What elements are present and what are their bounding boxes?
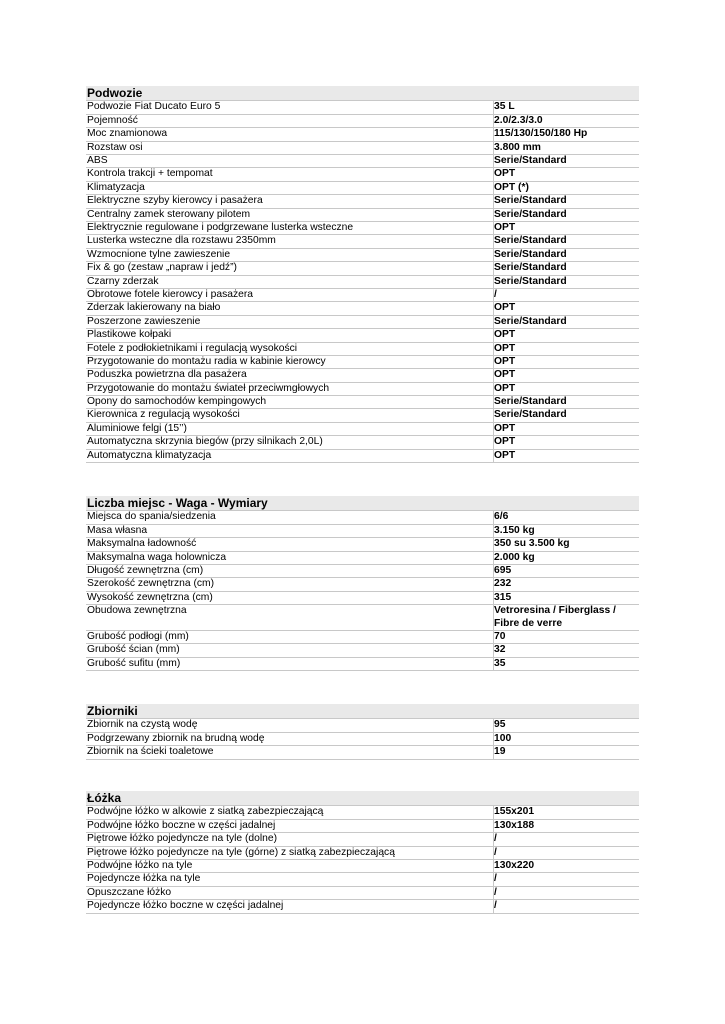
spec-label: Maksymalna ładowność [86, 538, 494, 551]
spec-label: Szerokość zewnętrzna (cm) [86, 578, 494, 591]
spec-label: Rozstaw osi [86, 141, 494, 154]
section-beds [86, 791, 639, 914]
table-row [86, 449, 639, 462]
table-row [86, 315, 639, 328]
spec-label: Pojedyncze łóżko boczne w części jadalnej [86, 900, 494, 913]
table-row [86, 155, 639, 168]
spec-value: / [494, 886, 497, 898]
table-row [86, 235, 639, 248]
spec-value: 6/6 [494, 511, 509, 522]
table-row [86, 382, 639, 395]
spec-label: Podwójne łóżko na tyle [86, 860, 494, 873]
spec-value: Serie/Standard [494, 208, 567, 220]
table-row [86, 524, 639, 537]
spec-label: Grubość podłogi (mm) [86, 630, 494, 643]
spec-value: OPT [494, 222, 516, 234]
table-row [86, 511, 639, 524]
spec-value: / [494, 846, 497, 858]
spec-value: 35 [494, 657, 506, 669]
spec-label: Przygotowanie do montażu radia w kabinie kierowcy [86, 355, 494, 368]
spec-table [86, 806, 639, 914]
table-row [86, 591, 639, 604]
table-row [86, 369, 639, 382]
spec-table [86, 101, 639, 463]
spec-label: Miejsca do spania/siedzenia [86, 511, 494, 524]
spec-value: 3.800 mm [494, 141, 541, 153]
table-row [86, 329, 639, 342]
table-row [86, 409, 639, 422]
table-row [86, 732, 639, 745]
spec-value: 2.000 kg [494, 551, 535, 563]
spec-value: 130x188 [494, 819, 535, 831]
spec-label: Automatyczna klimatyzacja [86, 449, 494, 462]
spec-value: / [494, 833, 497, 845]
table-row [86, 222, 639, 235]
spec-label: Wzmocnione tylne zawieszenie [86, 248, 494, 261]
table-row [86, 719, 639, 732]
section-tanks [86, 704, 639, 760]
spec-value: OPT [494, 329, 516, 341]
spec-value: 232 [494, 578, 512, 590]
spec-label: Opuszczane łóżko [86, 886, 494, 899]
table-row [86, 846, 639, 859]
spec-value: OPT [494, 302, 516, 314]
section-seats-weight-dimensions [86, 496, 639, 671]
spec-value: Serie/Standard [494, 155, 567, 167]
table-row [86, 886, 639, 899]
spec-label: Zbiornik na ścieki toaletowe [86, 746, 494, 759]
table-row [86, 578, 639, 591]
table-row [86, 657, 639, 670]
spec-table [86, 511, 639, 671]
table-row [86, 833, 639, 846]
section-title: Podwozie [86, 86, 639, 101]
spec-value: Serie/Standard [494, 315, 567, 327]
spec-label: Klimatyzacja [86, 181, 494, 194]
spec-label: Centralny zamek sterowany pilotem [86, 208, 494, 221]
table-row [86, 644, 639, 657]
table-row [86, 630, 639, 643]
table-row [86, 195, 639, 208]
table-row [86, 302, 639, 315]
spec-value: Serie/Standard [494, 235, 567, 247]
spec-value: 70 [494, 630, 506, 642]
spec-label: Piętrowe łóżko pojedyncze na tyle (dolne) [86, 833, 494, 846]
spec-value: 350 su 3.500 kg [494, 538, 570, 550]
table-row [86, 860, 639, 873]
spec-label: Fotele z podłokietnikami i regulacją wysokości [86, 342, 494, 355]
table-row [86, 168, 639, 181]
spec-label: Obrotowe fotele kierowcy i pasażera [86, 288, 494, 301]
table-row [86, 873, 639, 886]
spec-label: Grubość ścian (mm) [86, 644, 494, 657]
spec-value: Serie/Standard [494, 396, 567, 408]
spec-label: Obudowa zewnętrzna [86, 605, 494, 631]
spec-label: Kierownica z regulacją wysokości [86, 409, 494, 422]
spec-value: / [494, 288, 497, 300]
spec-value: OPT [494, 422, 516, 434]
spec-label: Podwójne łóżko w alkowie z siatką zabezpieczającą [86, 806, 494, 819]
spec-value: OPT [494, 342, 516, 354]
spec-label: Opony do samochodów kempingowych [86, 396, 494, 409]
spec-value: / [494, 900, 497, 912]
spec-label: Podgrzewany zbiornik na brudną wodę [86, 732, 494, 745]
spec-value: 32 [494, 644, 506, 656]
spec-label: Pojedyncze łóżka na tyle [86, 873, 494, 886]
table-row [86, 422, 639, 435]
spec-label: Długość zewnętrzna (cm) [86, 565, 494, 578]
spec-label: Zbiornik na czystą wodę [86, 719, 494, 732]
spec-label: Poszerzone zawieszenie [86, 315, 494, 328]
table-row [86, 275, 639, 288]
table-row [86, 605, 639, 631]
table-row [86, 396, 639, 409]
spec-value: 155x201 [494, 806, 535, 817]
spec-value: 95 [494, 719, 506, 730]
section-title: Zbiorniki [86, 704, 639, 719]
spec-value: Serie/Standard [494, 195, 567, 207]
spec-label: Wysokość zewnętrzna (cm) [86, 591, 494, 604]
table-row [86, 208, 639, 221]
table-row [86, 114, 639, 127]
spec-value: / [494, 873, 497, 885]
spec-value: 3.150 kg [494, 524, 535, 536]
spec-label: Maksymalna waga holownicza [86, 551, 494, 564]
spec-value: 130x220 [494, 860, 535, 872]
spec-value: Serie/Standard [494, 248, 567, 260]
table-row [86, 551, 639, 564]
spec-value: OPT [494, 449, 516, 461]
spec-value: 35 L [494, 101, 515, 112]
spec-value: OPT [494, 382, 516, 394]
spec-label: Poduszka powietrzna dla pasażera [86, 369, 494, 382]
spec-value: Serie/Standard [494, 409, 567, 421]
table-row [86, 181, 639, 194]
spec-label: Moc znamionowa [86, 128, 494, 141]
spec-value: Vetroresina / Fiberglass / Fibre de verre [494, 605, 616, 629]
spec-value: Serie/Standard [494, 262, 567, 274]
table-row [86, 101, 639, 114]
spec-label: Przygotowanie do montażu świateł przeciwmgłowych [86, 382, 494, 395]
spec-value: 695 [494, 565, 512, 577]
table-row [86, 436, 639, 449]
spec-value: 100 [494, 732, 512, 744]
table-row [86, 538, 639, 551]
spec-value: 19 [494, 746, 506, 758]
spec-value: 315 [494, 591, 512, 603]
spec-value: OPT [494, 436, 516, 448]
spec-value: OPT (*) [494, 181, 529, 193]
spec-label: Fix & go (zestaw „napraw i jedź”) [86, 262, 494, 275]
spec-label: Podwójne łóżko boczne w części jadalnej [86, 819, 494, 832]
spec-label: Automatyczna skrzynia biegów (przy silnikach 2,0L) [86, 436, 494, 449]
spec-value: 115/130/150/180 Hp [494, 128, 588, 140]
table-row [86, 128, 639, 141]
table-row [86, 355, 639, 368]
spec-value: OPT [494, 355, 516, 367]
spec-value: OPT [494, 369, 516, 381]
spec-label: Podwozie Fiat Ducato Euro 5 [86, 101, 494, 114]
table-row [86, 288, 639, 301]
section-title: Liczba miejsc - Waga - Wymiary [86, 496, 639, 511]
table-row [86, 342, 639, 355]
spec-label: Zderzak lakierowany na biało [86, 302, 494, 315]
spec-label: Elektryczne szyby kierowcy i pasażera [86, 195, 494, 208]
spec-label: Aluminiowe felgi (15’’) [86, 422, 494, 435]
section-chassis [86, 86, 639, 463]
table-row [86, 262, 639, 275]
spec-label: Masa własna [86, 524, 494, 537]
table-row [86, 806, 639, 819]
table-row [86, 248, 639, 261]
spec-label: ABS [86, 155, 494, 168]
spec-label: Pojemność [86, 114, 494, 127]
table-row [86, 746, 639, 759]
spec-value: 2.0/2.3/3.0 [494, 114, 543, 126]
spec-value: Serie/Standard [494, 275, 567, 287]
spec-label: Piętrowe łóżko pojedyncze na tyle (górne) z siatką zabezpieczającą [86, 846, 494, 859]
spec-table [86, 719, 639, 760]
spec-value: OPT [494, 168, 516, 180]
table-row [86, 565, 639, 578]
table-row [86, 141, 639, 154]
spec-label: Grubość sufitu (mm) [86, 657, 494, 670]
table-row [86, 819, 639, 832]
spec-label: Kontrola trakcji + tempomat [86, 168, 494, 181]
spec-label: Lusterka wsteczne dla rozstawu 2350mm [86, 235, 494, 248]
spec-label: Elektrycznie regulowane i podgrzewane lusterka wsteczne [86, 222, 494, 235]
spec-label: Plastikowe kołpaki [86, 329, 494, 342]
section-title: Łóżka [86, 791, 639, 806]
spec-label: Czarny zderzak [86, 275, 494, 288]
table-row [86, 900, 639, 913]
